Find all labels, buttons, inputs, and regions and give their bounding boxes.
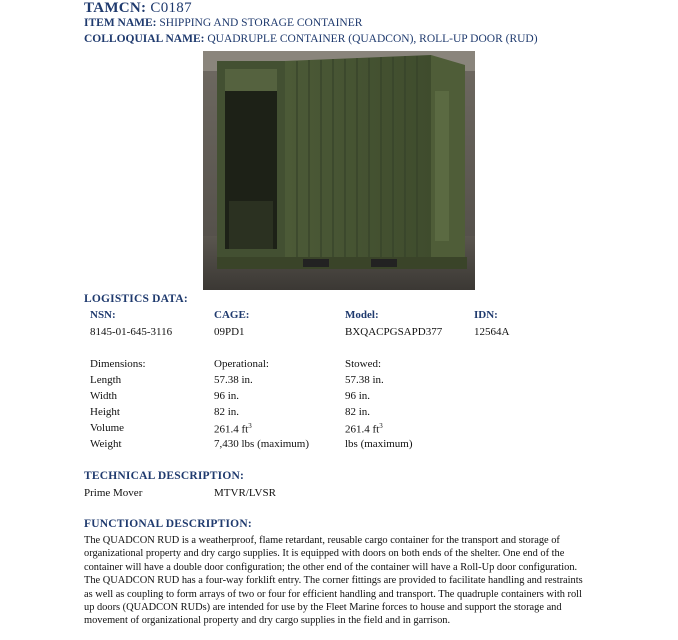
tamcn-label: TAMCN: [84, 0, 147, 16]
row-height-operational: 82 in. [214, 406, 240, 418]
item-name-value: SHIPPING AND STORAGE CONTAINER [159, 17, 363, 29]
row-length-stowed: 57.38 in. [345, 374, 384, 386]
functional-description-text: The QUADCON RUD is a weatherproof, flame retardant, reusable cargo container for the transport and storage of organizational property and dry cargo supplies. It is equipped with doors on both ends of the shelter. One end of the container will have a double door configuration; the other end of the container will have a Roll-Up door configuration. The QUADCON RUD has a four-way forklift entry. The corner fittings are provided to facilitate handling and restraints as well as coupling to form arrays of two or four for efficient handling and transport. The quadruple containers with roll up doors (QUADCON RUDs) are intended for use by the Fleet Marine forces to house and support the storage and movement of organizational property and dry cargo supplies in the field and in garrison. [84, 535, 583, 627]
tamcn-line [84, 0, 192, 17]
nsn-value: 8145-01-645-3116 [90, 326, 173, 338]
idn-value: 12564A [474, 326, 510, 338]
cage-header: CAGE: [214, 309, 250, 321]
item-name-line [84, 17, 362, 29]
volume-stowed-value: 261.4 ft [345, 423, 380, 436]
colloquial-name-label: COLLOQUIAL NAME: [84, 33, 205, 45]
prime-mover-value: MTVR/LVSR [214, 487, 276, 499]
row-volume-name: Volume [90, 422, 125, 434]
idn-header: IDN: [474, 309, 498, 321]
prime-mover-label: Prime Mover [84, 487, 143, 499]
row-weight-stowed: lbs (maximum) [345, 438, 413, 450]
tamcn-value: C0187 [150, 0, 192, 16]
row-width-stowed: 96 in. [345, 390, 371, 402]
row-length-name: Length [90, 374, 122, 386]
dimensions-label: Dimensions: [90, 358, 146, 370]
cage-value: 09PD1 [214, 326, 245, 338]
functional-description-title: FUNCTIONAL DESCRIPTION: [84, 518, 252, 530]
operational-label: Operational: [214, 358, 269, 370]
logistics-data-title: LOGISTICS DATA: [84, 293, 188, 305]
row-height-name: Height [90, 406, 120, 418]
model-value: BXQACPGSAPD377 [345, 326, 443, 338]
item-name-label: ITEM NAME: [84, 17, 157, 29]
colloquial-name-line [84, 33, 538, 45]
model-header: Model: [345, 309, 379, 321]
technical-description-title: TECHNICAL DESCRIPTION: [84, 470, 244, 482]
row-weight-operational: 7,430 lbs (maximum) [214, 438, 310, 450]
row-width-name: Width [90, 390, 118, 402]
cubic-superscript: 3 [379, 422, 383, 430]
row-volume-stowed [345, 422, 383, 436]
nsn-header: NSN: [90, 309, 116, 321]
cubic-superscript: 3 [248, 422, 252, 430]
row-volume-operational [214, 422, 252, 436]
row-width-operational: 96 in. [214, 390, 240, 402]
container-photo [203, 51, 475, 290]
colloquial-name-value: QUADRUPLE CONTAINER (QUADCON), ROLL-UP DOOR (RUD) [207, 33, 538, 45]
row-length-operational: 57.38 in. [214, 374, 253, 386]
row-height-stowed: 82 in. [345, 406, 371, 418]
row-weight-name: Weight [90, 438, 122, 450]
volume-operational-value: 261.4 ft [214, 423, 249, 436]
stowed-label: Stowed: [345, 358, 382, 370]
